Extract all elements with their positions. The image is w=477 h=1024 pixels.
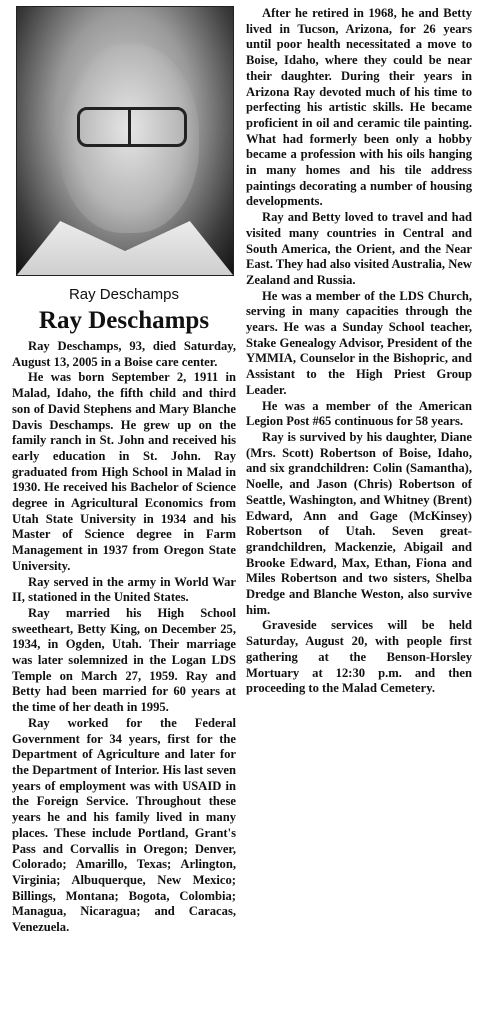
portrait-glasses [77, 107, 187, 147]
right-column [246, 6, 472, 697]
obituary-paragraph: After he retired in 1968, he and Betty lived in Tucson, Arizona, for 26 years until poor health necessitated a move to Boise, Idaho, where they could be near their daughter. During their years in Arizona Ray devoted much of his time to perfecting his artistic skills. He became proficient in oil and ceramic tile painting. What had formerly been only a hobby became a profession with his oils hanging in many homes and his tile address paintings decorating a number of housing developments. [246, 6, 472, 209]
obituary-headline: Ray Deschamps [38, 307, 210, 334]
obituary-paragraph: He was born September 2, 1911 in Malad, Idaho, the fifth child and third son of David Stephens and Mary Blanche Davis Deschamps. He grew up on the family ranch in St. John and received his early education in St. John. Ray graduated from High School in Malad in 1930. He received his Bachelor of Science degree in Agricultural Economics from Utah State University in 1934 and his Master of Science degree in Farm Management in 1937 from Oregon State University. [12, 370, 236, 573]
left-column [12, 6, 236, 936]
obituary-paragraph: Ray is survived by his daughter, Diane (Mrs. Scott) Robertson of Boise, Idaho, and six grandchildren: Colin (Samantha), Noelle, and Jason (Chris) Robertson of Seattle, Washington, and Whitney (Brent) Edward, Ann and Gage (McKinsey) Robertson of Utah. Seven great-grandchildren, Mackenzie, Abigail and Brooke Edward, Max, Ethan, Fiona and Miles Robertson and two sisters, Shelba Dredge and Blanche Weston, also survive him. [246, 429, 472, 617]
photo-caption: Ray Deschamps [68, 286, 180, 303]
obituary-paragraph: He was a member of the LDS Church, serving in many capacities through the years. He was a Sunday School teacher, Stake Genealogy Advisor, President of the YMMIA, Counselor in the Bishopric, and Assistant to the High Priest Group Leader. [246, 288, 472, 397]
obituary-paragraph: Ray worked for the Federal Government for 34 years, first for the Department of Agriculture and later for the Department of Interior. His last seven years of employment was with USAID in the Foreign Service. Throughout these years he and his family lived in many places. These include Portland, Grant's Pass and Corvallis in Oregon; Denver, Colorado; Amarillo, Texas; Arlington, Virginia; Albuquerque, New Mexico; Billings, Montana; Bogota, Colombia; Managua, Nicaragua; and Caracas, Venezuela. [12, 715, 236, 935]
portrait-photo [16, 6, 234, 276]
obituary-paragraph: Ray married his High School sweetheart, Betty King, on December 25, 1934, in Ogden, Utah. Their marriage was later solemnized in the Logan LDS Temple on March 27, 1959. Ray and Betty had been married for 60 years at the time of her death in 1995. [12, 605, 236, 715]
obituary-paragraph: Ray served in the army in World War II, stationed in the United States. [12, 574, 236, 605]
obituary-paragraph: Graveside services will be held Saturday, August 20, with people first gathering at the Benson-Horsley Mortuary at 12:30 p.m. and then proceeding to the Malad Cemetery. [246, 618, 472, 696]
obituary-paragraph: Ray and Betty loved to travel and had visited many countries in Central and South America, the Orient, and the Near East. They had also visited Australia, New Zealand and Russia. [246, 210, 472, 287]
obituary-paragraph: Ray Deschamps, 93, died Saturday, August 13, 2005 in a Boise care center. [12, 339, 236, 369]
obituary-paragraph: He was a member of the American Legion Post #65 continuous for 58 years. [246, 398, 472, 429]
